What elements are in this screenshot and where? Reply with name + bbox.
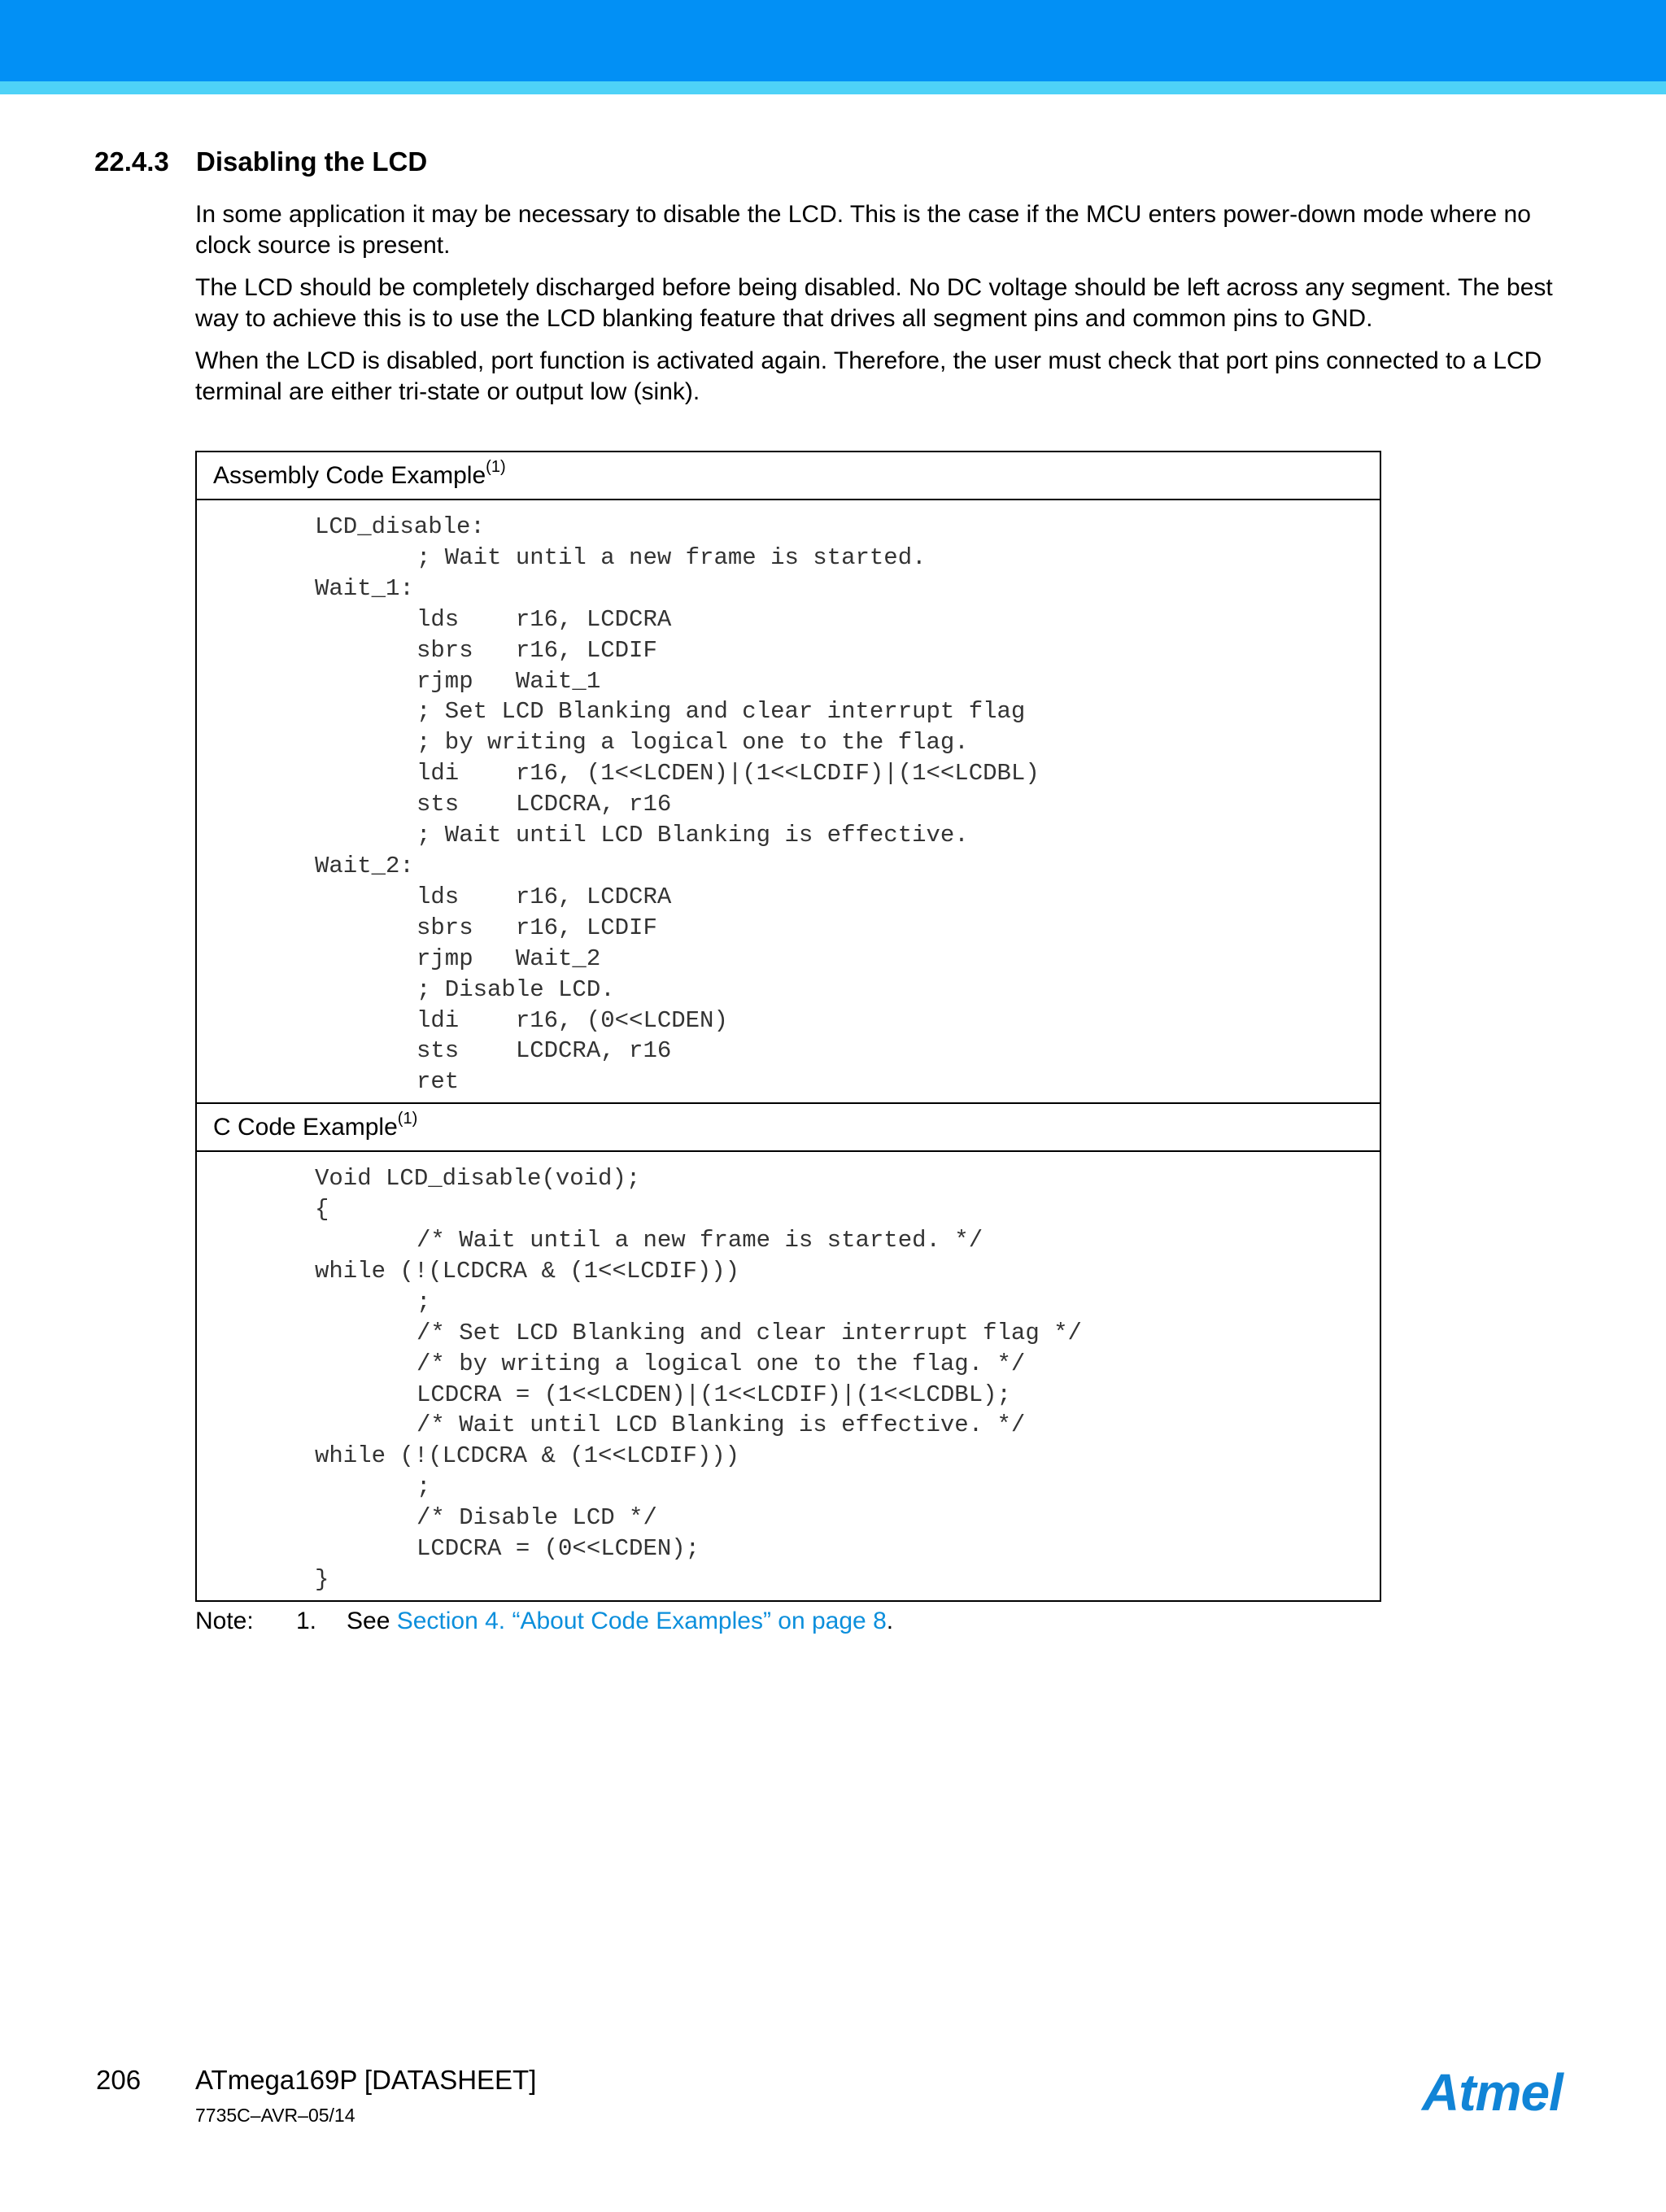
code-line: rjmp Wait_2 [416, 945, 601, 972]
code-line: sts LCDCRA, r16 [416, 791, 672, 818]
section-title: Disabling the LCD [196, 146, 428, 177]
code-line: ; by writing a logical one to the flag. [416, 729, 969, 757]
code-line: lds r16, LCDCRA [416, 605, 672, 633]
code-line: LCDCRA = (1<<LCDEN)|(1<<LCDIF)|(1<<LCDBL); [416, 1381, 1011, 1408]
code-line: ; Wait until a new frame is started. [416, 543, 927, 571]
code-line: { [315, 1196, 329, 1224]
code-line: LCDCRA = (0<<LCDEN); [416, 1535, 700, 1563]
header-stripe [0, 81, 1666, 94]
atmel-logo: Atmel [1422, 2063, 1563, 2122]
code-line: /* Disable LCD */ [416, 1504, 657, 1532]
code-line: Wait_2: [315, 852, 414, 879]
paragraph-1: In some application it may be necessary to disable the LCD. This is the case if the MCU enters power-down mode where no clock source is present. [195, 201, 1531, 259]
code-line: while (!(LCDCRA & (1<<LCDIF))) [315, 1442, 740, 1470]
code-line: ; [416, 1288, 431, 1315]
note-number: 1. [296, 1608, 317, 1634]
footnote [195, 1606, 893, 1637]
code-line: /* Wait until LCD Blanking is effective. */ [416, 1411, 1026, 1439]
code-line: ldi r16, (1<<LCDEN)|(1<<LCDIF)|(1<<LCDBL) [416, 760, 1040, 788]
c-code-block [196, 1151, 1380, 1601]
section-heading [94, 146, 427, 177]
page-number: 206 [96, 2065, 142, 2095]
code-line: } [315, 1566, 329, 1593]
code-line: sbrs r16, LCDIF [416, 914, 657, 941]
code-line: ret [416, 1068, 460, 1096]
code-line: sbrs r16, LCDIF [416, 636, 657, 664]
code-line: ; Disable LCD. [416, 975, 615, 1003]
asm-example-title: Assembly Code Example [213, 462, 486, 489]
code-line: ; Wait until LCD Blanking is effective. [416, 822, 969, 849]
note-prefix: See [347, 1608, 397, 1634]
asm-note-ref: (1) [486, 458, 506, 476]
note-label: Note: [195, 1608, 254, 1634]
code-line: LCD_disable: [315, 513, 485, 540]
document-title: ATmega169P [DATASHEET] [195, 2065, 537, 2095]
code-line: /* Wait until a new frame is started. */ [416, 1227, 983, 1254]
c-example-title: C Code Example [213, 1114, 398, 1141]
code-line: /* Set LCD Blanking and clear interrupt flag */ [416, 1319, 1082, 1346]
code-line: Wait_1: [315, 574, 414, 602]
code-line: sts LCDCRA, r16 [416, 1037, 672, 1065]
code-line: lds r16, LCDCRA [416, 883, 672, 910]
document-code: 7735C–AVR–05/14 [195, 2105, 355, 2126]
c-note-ref: (1) [397, 1110, 418, 1128]
code-examples-link[interactable]: Section 4. “About Code Examples” on page 8 [396, 1608, 887, 1634]
code-line: /* by writing a logical one to the flag. */ [416, 1350, 1026, 1377]
code-line: Void LCD_disable(void); [315, 1165, 641, 1193]
note-suffix: . [886, 1608, 894, 1634]
code-line: ; Set LCD Blanking and clear interrupt flag [416, 698, 1026, 726]
c-example-header [196, 1103, 1380, 1151]
asm-code-block [196, 500, 1380, 1103]
code-line: ldi r16, (0<<LCDEN) [416, 1006, 728, 1034]
code-line: rjmp Wait_1 [416, 667, 601, 695]
paragraph-2: The LCD should be completely discharged before being disabled. No DC voltage should be left across any segment. The best way to achieve this is to use the LCD blanking feature that drives all segment pins and common pins to GND. [195, 274, 1553, 332]
asm-example-header [196, 452, 1380, 500]
code-line: ; [416, 1473, 431, 1501]
header-band [0, 0, 1666, 81]
section-number: 22.4.3 [94, 146, 169, 177]
code-example-table [195, 451, 1381, 1602]
code-line: while (!(LCDCRA & (1<<LCDIF))) [315, 1257, 740, 1285]
paragraph-3: When the LCD is disabled, port function is activated again. Therefore, the user must check that port pins connected to a LCD terminal are either tri-state or output low (sink). [195, 347, 1542, 405]
